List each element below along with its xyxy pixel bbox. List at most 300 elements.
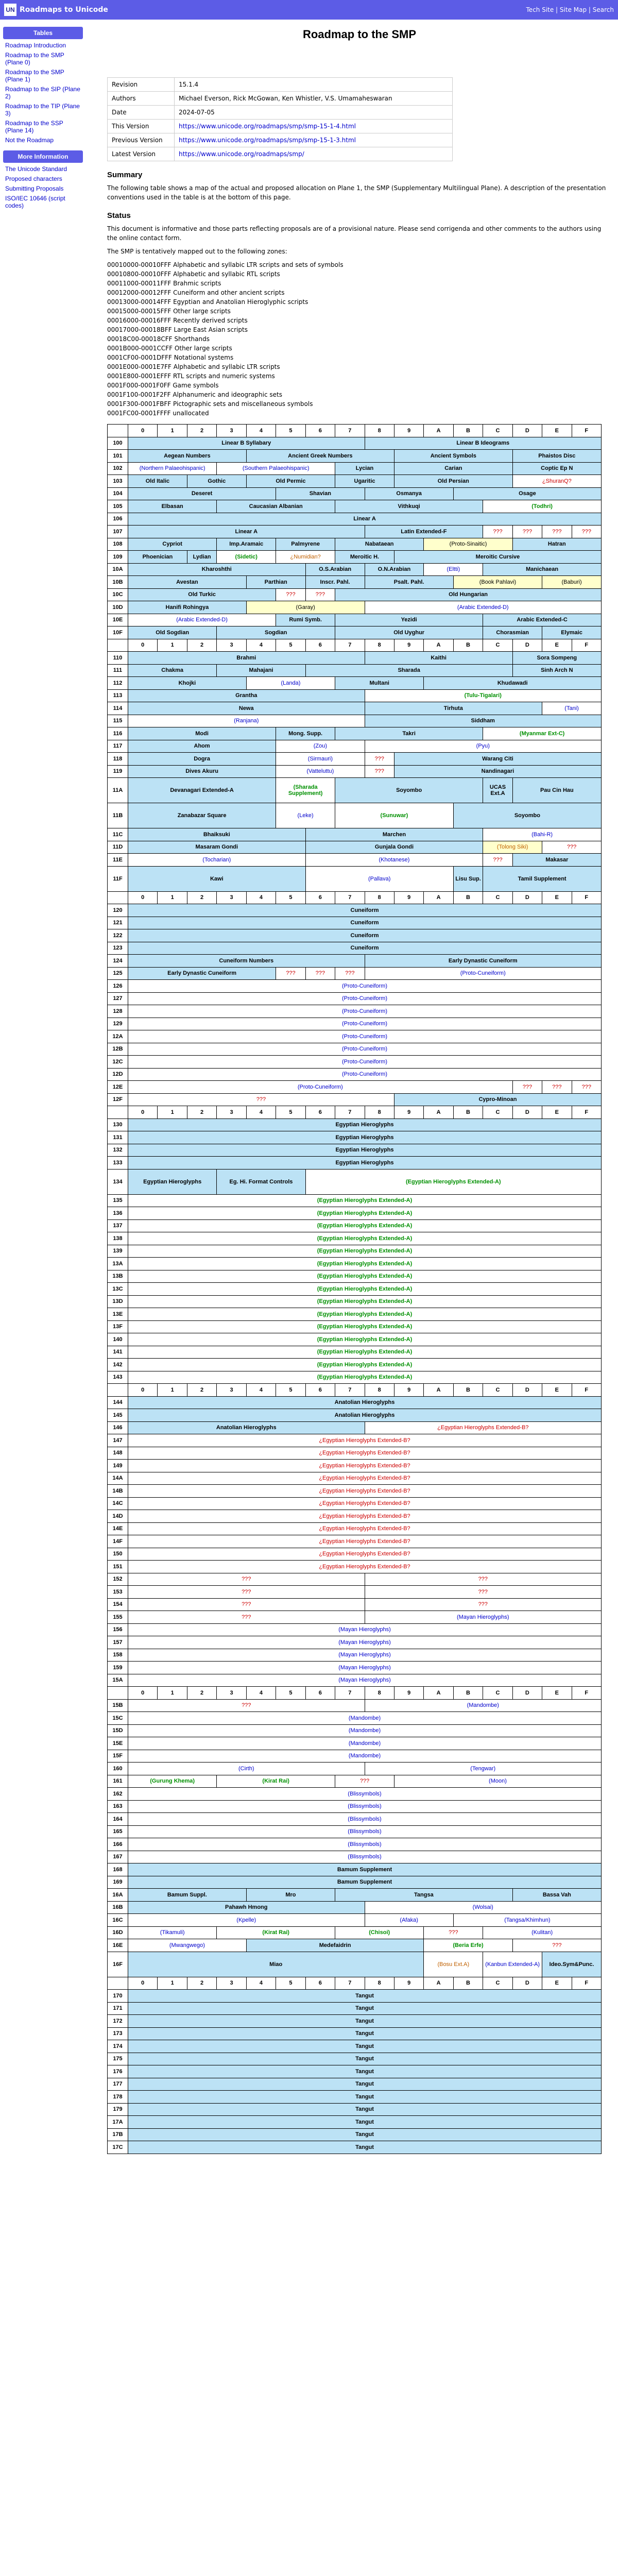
row-label: 142 [108,1359,128,1371]
block-cell: (Northern Palaeohispanic) [128,463,217,476]
column-header-corner [108,1687,128,1700]
row-label: 11D [108,841,128,854]
zone-item: 00017000-00018BFF Large East Asian scripts [107,326,248,333]
metadata-row [108,92,453,106]
row-label: 16D [108,1927,128,1940]
row-label: 14D [108,1510,128,1523]
column-header: C [483,1106,512,1119]
row-label: 14C [108,1498,128,1511]
row-label: 117 [108,740,128,753]
block-cell[interactable]: Osage [454,488,602,501]
block-cell[interactable]: Mahajani [217,665,305,677]
main-content [107,23,612,2154]
block-cell[interactable]: Egyptian Hieroglyphs [128,1170,217,1195]
block-cell[interactable]: Sinh Arch N [513,665,602,677]
block-cell[interactable]: Bamum Supplement [128,1863,602,1876]
block-cell[interactable]: Tangut [128,2104,602,2116]
block-cell[interactable]: Old Permic [247,475,335,488]
column-header: F [572,892,602,905]
block-cell: (Bahi-R) [483,828,602,841]
row-label: 116 [108,727,128,740]
zone-item: 00015000-00015FFF Other large scripts [107,308,231,315]
nav-link[interactable]: Roadmap to the SIP (Plane 2) [5,86,80,100]
metadata-label: Authors [108,92,175,106]
block-cell[interactable]: Ugaritic [335,475,394,488]
block-cell[interactable]: Tangut [128,2028,602,2041]
block-cell[interactable]: Manichaean [483,564,602,577]
banner-brand[interactable] [4,4,108,16]
block-cell[interactable]: Bamum Suppl. [128,1889,247,1902]
block-cell[interactable]: Newa [128,702,365,715]
block-cell: (Kirat Rai) [217,1775,335,1788]
block-cell: (Mayan Hieroglyphs) [128,1649,602,1662]
column-header: 2 [187,1977,217,1990]
column-header: F [572,1977,602,1990]
column-header: 5 [276,1106,305,1119]
block-cell: (Proto-Cuneiform) [128,980,602,993]
block-cell[interactable]: Tirhuta [365,702,543,715]
block-cell: (Tolong Siki) [483,841,542,854]
block-cell[interactable]: Egyptian Hieroglyphs [128,1144,602,1157]
block-cell[interactable]: Arabic Extended-C [483,614,602,627]
block-cell[interactable]: Modi [128,727,276,740]
block-cell[interactable]: Deseret [128,488,276,501]
block-cell[interactable]: Shavian [276,488,365,501]
row-label: 11E [108,854,128,867]
metadata-value[interactable]: https://www.unicode.org/roadmaps/smp/ [175,147,453,161]
block-cell[interactable]: Tangut [128,2040,602,2053]
zone-item: 0001CF00-0001DFFF Notational systems [107,354,234,361]
row-label: 14A [108,1472,128,1485]
block-cell[interactable]: Meroitic Cursive [394,551,602,564]
row-label: 15F [108,1750,128,1763]
block-cell[interactable]: Dogra [128,753,276,766]
block-cell[interactable]: Old Persian [394,475,513,488]
block-cell[interactable]: Miao [128,1952,424,1977]
nav-link[interactable]: Roadmap to the TIP (Plane 3) [5,103,80,117]
block-cell: (Egyptian Hieroglyphs Extended-A) [306,1170,602,1195]
block-cell: (Proto-Sinaitic) [424,538,512,551]
block-cell[interactable]: Carian [394,463,513,476]
row-label: 157 [108,1636,128,1649]
column-header: 0 [128,892,158,905]
row-label: 13A [108,1258,128,1270]
block-cell[interactable]: Nabataean [335,538,424,551]
block-cell[interactable]: Elbasan [128,500,217,513]
block-cell[interactable]: Warang Citi [394,753,602,766]
block-cell: (Egyptian Hieroglyphs Extended-A) [128,1195,602,1208]
nav-link[interactable]: ISO/IEC 10646 (script codes) [5,195,65,209]
column-header: 6 [306,1977,335,1990]
block-cell[interactable]: Sharada [306,665,513,677]
block-cell[interactable]: UCAS Ext.A [483,778,512,803]
block-cell[interactable]: Khojki [128,677,247,690]
block-cell: (Egyptian Hieroglyphs Extended-A) [128,1371,602,1384]
block-cell: (Leke) [276,803,335,828]
block-cell[interactable]: Phaistos Disc [513,450,602,463]
banner-links[interactable] [526,6,614,13]
block-cell[interactable]: Pau Cin Hau [513,778,602,803]
page-title: Roadmap to the SMP [302,28,416,41]
column-header: A [424,1687,453,1700]
block-cell[interactable]: Elymaic [542,626,602,639]
row-label: 145 [108,1409,128,1422]
block-cell[interactable]: Eg. Hi. Format Controls [217,1170,305,1195]
block-cell: (Moon) [394,1775,602,1788]
block-cell[interactable]: Tangut [128,2078,602,2091]
zone-item: 0001E000-0001E7FF Alphabetic and syllabic LTR scripts [107,363,280,370]
block-cell: (Kirat Rai) [217,1927,335,1940]
nav-list [3,163,83,216]
block-cell[interactable]: Tangut [128,2091,602,2104]
block-cell[interactable]: Mro [247,1889,335,1902]
row-label: 134 [108,1170,128,1195]
column-header: 7 [335,892,365,905]
row-label: 12B [108,1043,128,1056]
block-cell[interactable]: O.S.Arabian [306,564,365,577]
block-cell[interactable]: Imp.Aramaic [217,538,276,551]
zone-item: 0001B000-0001CCFF Other large scripts [107,345,232,352]
column-header: 8 [365,425,394,437]
row-label: 16B [108,1902,128,1914]
block-cell: ??? [128,1599,365,1612]
row-label: 11C [108,828,128,841]
column-header: 8 [365,1687,394,1700]
block-cell[interactable]: Ahom [128,740,276,753]
block-cell[interactable]: Tangut [128,1990,602,2003]
block-cell[interactable]: Tangut [128,2116,602,2129]
block-cell[interactable]: Linear B Ideograms [365,437,602,450]
row-label: 103 [108,475,128,488]
block-cell[interactable]: Gunjala Gondi [306,841,484,854]
row-label: 17A [108,2116,128,2129]
block-cell[interactable]: Tangut [128,2065,602,2078]
block-cell: (Blissymbols) [128,1801,602,1814]
block-cell[interactable]: Latin Extended-F [365,526,484,538]
zone-item: 00016000-00016FFF Recently derived scripts [107,317,248,324]
column-header: 0 [128,1384,158,1397]
block-cell: (Egyptian Hieroglyphs Extended-A) [128,1346,602,1359]
block-cell[interactable]: Vithkuqi [335,500,483,513]
column-header: 3 [217,1106,246,1119]
row-label: 139 [108,1245,128,1258]
column-header: 4 [247,892,276,905]
row-label: 123 [108,942,128,955]
block-cell[interactable]: Medefaidrin [247,1939,424,1952]
column-header: F [572,425,602,437]
block-cell: ¿Egyptian Hieroglyphs Extended-B? [128,1472,602,1485]
column-header: 2 [187,1687,217,1700]
nav-link[interactable]: The Unicode Standard [5,165,67,173]
nav-link[interactable]: Roadmap to the SMP (Plane 0) [5,52,64,66]
column-header: D [513,1977,542,1990]
roadmap-grid [107,424,602,2154]
block-cell[interactable]: Soyombo [335,778,483,803]
block-cell[interactable]: Old Uyghur [335,626,483,639]
column-header: 7 [335,425,365,437]
block-cell: ¿Egyptian Hieroglyphs Extended-B? [365,1422,602,1435]
metadata-value[interactable]: https://www.unicode.org/roadmaps/smp/smp-15-1-3.html [175,133,453,147]
nav-section-header: Tables [3,27,83,39]
block-cell[interactable]: Mong. Supp. [276,727,335,740]
column-header: 7 [335,1977,365,1990]
block-cell: (Mayan Hieroglyphs) [365,1611,602,1624]
block-cell[interactable]: Hatran [513,538,602,551]
row-label: 141 [108,1346,128,1359]
block-cell[interactable]: Cuneiform [128,904,602,917]
metadata-value: 2024-07-05 [175,106,453,120]
block-cell[interactable]: Phoenician [128,551,187,564]
block-cell[interactable]: Cypro-Minoan [394,1094,602,1107]
nav-link[interactable]: Proposed characters [5,175,62,182]
block-cell[interactable]: Kharoshthi [128,564,306,577]
block-cell[interactable]: Brahmi [128,652,365,665]
nav-link[interactable]: Submitting Proposals [5,185,64,192]
block-cell[interactable]: Tangsa [335,1889,513,1902]
block-cell: ¿ShuranQ? [513,475,602,488]
block-cell[interactable]: Linear B Syllabary [128,437,365,450]
metadata-row [108,147,453,161]
block-cell: (Baburi) [542,576,602,589]
banner-title: Roadmaps to Unicode [20,6,108,14]
block-cell[interactable]: Khudawadi [424,677,602,690]
block-cell[interactable]: Hanifi Rohingya [128,601,247,614]
block-cell[interactable]: Grantha [128,690,365,703]
block-cell: ??? [128,1586,365,1599]
column-header: B [454,425,483,437]
block-cell[interactable]: Tangut [128,2053,602,2066]
block-cell: (Todhri) [483,500,602,513]
block-cell[interactable]: Soyombo [454,803,602,828]
column-header: 2 [187,425,217,437]
block-cell[interactable]: Makasar [513,854,602,867]
row-label: 101 [108,450,128,463]
block-cell[interactable]: Anatolian Hieroglyphs [128,1422,365,1435]
block-cell[interactable]: Gothic [187,475,247,488]
block-cell[interactable]: Cuneiform Numbers [128,955,365,968]
block-cell[interactable]: Tangut [128,2015,602,2028]
block-cell[interactable]: Tamil Supplement [483,867,602,892]
block-cell: (Mandombe) [128,1725,602,1738]
column-header: 4 [247,1977,276,1990]
column-header: 0 [128,1977,158,1990]
column-header: 8 [365,1977,394,1990]
block-cell: (Kpelle) [128,1914,365,1927]
block-cell[interactable]: Palmyrene [276,538,335,551]
column-header: A [424,425,453,437]
block-cell[interactable]: Old Sogdian [128,626,217,639]
column-header: 3 [217,892,246,905]
unicode-logo-icon: UN [4,4,16,16]
block-cell[interactable]: Pahawh Hmong [128,1902,365,1914]
block-cell[interactable]: Takri [335,727,483,740]
block-cell[interactable]: Cypriot [128,538,217,551]
block-cell[interactable]: Devanagari Extended-A [128,778,276,803]
block-cell[interactable]: Cuneiform [128,929,602,942]
nav-link[interactable]: Roadmap Introduction [5,42,66,49]
column-header: A [424,1977,453,1990]
block-cell: (Tikamuli) [128,1927,217,1940]
column-header: 4 [247,425,276,437]
block-cell: ??? [513,1939,602,1952]
block-cell[interactable]: Inscr. Pahl. [306,576,365,589]
block-cell[interactable]: Masaram Gondi [128,841,306,854]
block-cell: (Egyptian Hieroglyphs Extended-A) [128,1270,602,1283]
block-cell[interactable]: Anatolian Hieroglyphs [128,1397,602,1410]
row-label: 17B [108,2129,128,2142]
column-header: 0 [128,1687,158,1700]
block-cell[interactable]: Egyptian Hieroglyphs [128,1119,602,1132]
block-cell: (Afaka) [365,1914,454,1927]
block-cell: (Vatteluttu) [276,766,365,778]
block-cell[interactable]: Multani [335,677,424,690]
row-label: 127 [108,993,128,1006]
block-cell: (Proto-Cuneiform) [128,1043,602,1056]
block-cell: (Mandombe) [128,1712,602,1725]
block-cell[interactable]: Kawi [128,867,306,892]
row-label: 173 [108,2028,128,2041]
block-cell[interactable]: Ancient Symbols [394,450,513,463]
row-label: 15B [108,1700,128,1713]
nav-link[interactable]: Roadmap to the SSP (Plane 14) [5,120,63,134]
block-cell[interactable]: Ancient Greek Numbers [247,450,394,463]
row-label: 15D [108,1725,128,1738]
column-header: C [483,1687,512,1700]
block-cell[interactable]: Caucasian Albanian [217,500,335,513]
block-cell[interactable]: Linear A [128,513,602,526]
block-cell[interactable]: Dives Akuru [128,766,276,778]
block-cell[interactable]: Cuneiform [128,917,602,930]
row-label: 178 [108,2091,128,2104]
column-header: 0 [128,639,158,652]
row-label: 128 [108,1005,128,1018]
block-cell[interactable]: Old Italic [128,475,187,488]
row-label: 147 [108,1434,128,1447]
row-label: 102 [108,463,128,476]
row-label: 13D [108,1296,128,1309]
row-label: 125 [108,968,128,980]
nav-link[interactable]: Not the Roadmap [5,137,54,144]
block-cell[interactable]: Marchen [306,828,484,841]
block-cell[interactable]: Linear A [128,526,365,538]
block-cell[interactable]: Early Dynastic Cuneiform [128,968,276,980]
block-cell[interactable]: Early Dynastic Cuneiform [365,955,602,968]
block-cell[interactable]: Ideo.Sym&Punc. [542,1952,602,1977]
row-label: 171 [108,2003,128,2015]
row-label: 120 [108,904,128,917]
column-header: D [513,1106,542,1119]
block-cell[interactable]: Aegean Numbers [128,450,247,463]
column-header: 2 [187,1384,217,1397]
nav-link[interactable]: Roadmap to the SMP (Plane 1) [5,69,64,83]
block-cell[interactable]: Tangut [128,2003,602,2015]
block-cell[interactable]: Lisu Sup. [454,867,483,892]
block-cell[interactable]: Sora Sompeng [513,652,602,665]
row-label: 104 [108,488,128,501]
block-cell[interactable]: Bassa Vah [513,1889,602,1902]
block-cell[interactable]: Chakma [128,665,217,677]
block-cell[interactable]: Rumi Symb. [276,614,335,627]
block-cell[interactable]: Avestan [128,576,247,589]
column-header: F [572,1106,602,1119]
metadata-row [108,78,453,92]
banner-links-text[interactable]: Tech Site | Site Map | Search [526,6,614,13]
row-label: 121 [108,917,128,930]
block-cell: (Mayan Hieroglyphs) [128,1662,602,1674]
block-cell[interactable]: Lycian [335,463,394,476]
column-header-corner [108,639,128,652]
block-cell[interactable]: Nandinagari [394,766,602,778]
block-cell[interactable]: Sogdian [217,626,335,639]
block-cell: (Proto-Cuneiform) [128,993,602,1006]
block-cell[interactable]: Chorasmian [483,626,542,639]
block-cell: (Arabic Extended-D) [365,601,602,614]
block-cell[interactable]: Tangut [128,2129,602,2142]
zone-item: 0001FC00-0001FFFF unallocated [107,410,209,417]
metadata-value[interactable]: https://www.unicode.org/roadmaps/smp/smp-15-1-4.html [175,120,453,133]
block-cell[interactable]: Parthian [247,576,306,589]
block-cell: (Zou) [276,740,365,753]
block-cell: (Proto-Cuneiform) [128,1069,602,1081]
column-header: C [483,1977,512,1990]
block-cell: ??? [365,766,394,778]
row-label: 105 [108,500,128,513]
block-cell[interactable]: Egyptian Hieroglyphs [128,1157,602,1170]
block-cell[interactable]: Old Turkic [128,589,276,602]
status-text: This document is informative and those parts reflecting proposals are of a provisional nature. Please send corrigenda and other comments to the authors using the online contact form. [107,225,602,242]
block-cell: ??? [335,1775,394,1788]
block-cell[interactable]: Tangut [128,2141,602,2154]
column-header: A [424,1384,453,1397]
block-cell: (Landa) [247,677,335,690]
row-label: 124 [108,955,128,968]
column-header: E [542,1384,572,1397]
block-cell[interactable]: Siddham [365,715,602,728]
block-cell[interactable]: Lydian [187,551,217,564]
block-cell: (Sidetic) [217,551,276,564]
block-cell[interactable]: Psalt. Pahl. [365,576,454,589]
block-cell: (Pallava) [306,867,454,892]
block-cell[interactable]: Cuneiform [128,942,602,955]
zone-item: 00011000-00011FFF Brahmic scripts [107,280,221,287]
block-cell[interactable]: Old Hungarian [335,589,602,602]
zone-item: 00010800-00010FFF Alphabetic and syllabic RTL scripts [107,270,280,278]
row-label: 110 [108,652,128,665]
block-cell[interactable]: Egyptian Hieroglyphs [128,1131,602,1144]
block-cell[interactable]: Yezidi [335,614,483,627]
block-cell[interactable]: Zanabazar Square [128,803,276,828]
row-label: 177 [108,2078,128,2091]
block-cell: (Proto-Cuneiform) [128,1081,513,1094]
block-cell[interactable]: Osmanya [365,488,454,501]
row-label: 168 [108,1863,128,1876]
row-label: 13F [108,1321,128,1334]
block-cell[interactable]: Bamum Supplement [128,1876,602,1889]
column-header: D [513,892,542,905]
column-header: 9 [394,1106,424,1119]
block-cell[interactable]: Bhaiksuki [128,828,306,841]
block-cell: (Myanmar Ext-C) [483,727,602,740]
block-cell[interactable]: Meroitic H. [335,551,394,564]
column-header: C [483,425,512,437]
block-cell[interactable]: Kaithi [365,652,513,665]
block-cell: ¿Egyptian Hieroglyphs Extended-B? [128,1460,602,1472]
block-cell[interactable]: Coptic Ep N [513,463,602,476]
column-header: 8 [365,639,394,652]
block-cell[interactable]: O.N.Arabian [365,564,424,577]
row-label: 140 [108,1333,128,1346]
block-cell[interactable]: Anatolian Hieroglyphs [128,1409,602,1422]
